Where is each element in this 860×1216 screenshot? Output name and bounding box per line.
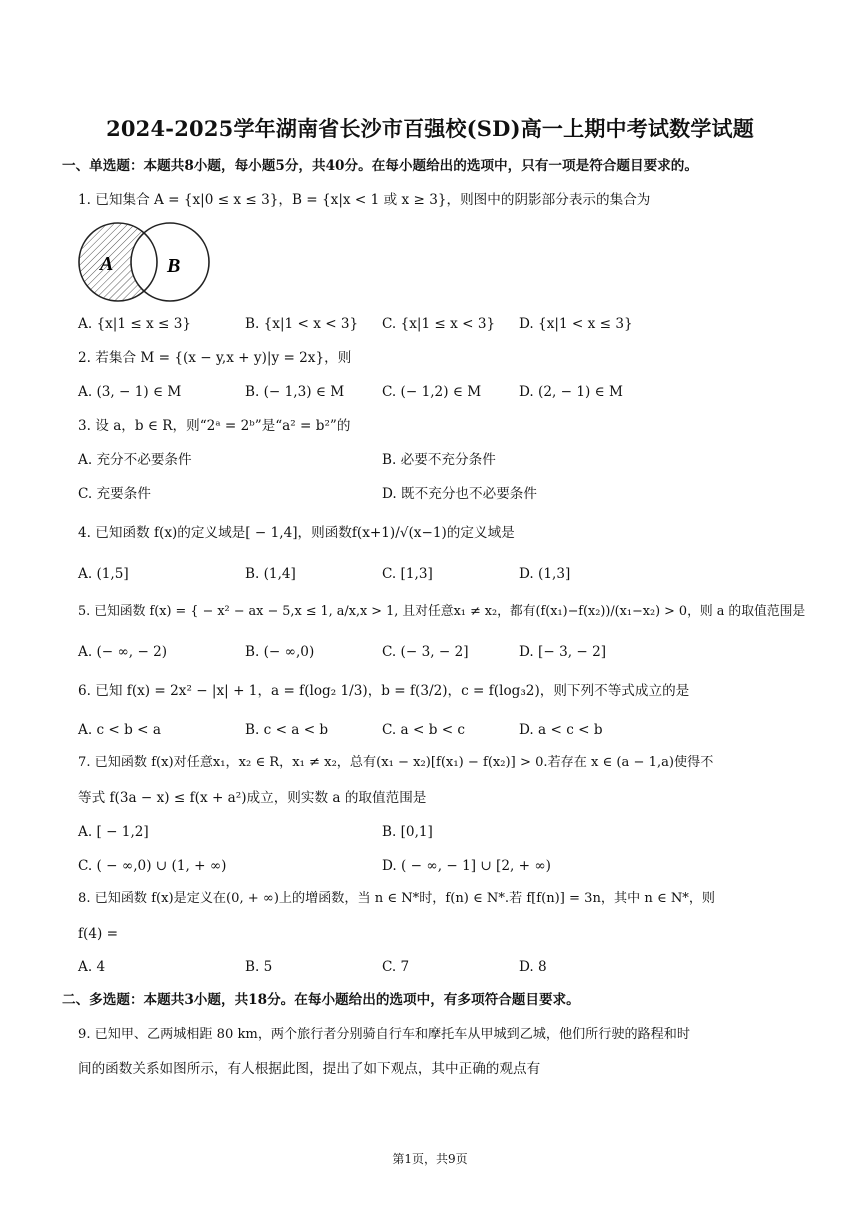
question-3-option-d: D. 既不充分也不必要条件: [382, 486, 537, 502]
question-2-option-c: C. (− 1,2) ∈ M: [382, 384, 482, 400]
question-2-option-a: A. (3, − 1) ∈ M: [78, 384, 182, 400]
question-3-option-b: B. 必要不充分条件: [382, 452, 496, 468]
page-title: 2024-2025学年湖南省长沙市百强校(SD)高一上期中考试数学试题: [106, 116, 754, 141]
shaded-region-a-minus-b: [79, 223, 209, 301]
question-6-option-d: D. a < c < b: [519, 722, 603, 738]
question-5-option-a: A. (− ∞, − 2): [78, 644, 168, 660]
venn-label-a: A: [100, 253, 114, 275]
question-6-option-c: C. a < b < c: [382, 722, 466, 738]
question-5-stem: 5. 已知函数 f(x) = { − x² − ax − 5,x ≤ 1, a/x,x > 1, 且对任意x₁ ≠ x₂，都有(f(x₁)−f(x₂))/(x₁−x₂) > 0，则 a 的取值范围是: [78, 604, 806, 619]
question-1-option-a: A. {x|1 ≤ x ≤ 3}: [78, 316, 192, 332]
question-4-option-d: D. (1,3]: [519, 566, 571, 582]
question-2-option-b: B. (− 1,3) ∈ M: [245, 384, 345, 400]
question-7-stem-line-1: 7. 已知函数 f(x)对任意x₁，x₂ ∈ R，x₁ ≠ x₂，总有(x₁ − x₂)[f(x₁) − f(x₂)] > 0.若存在 x ∈ (a − 1,a)使得不: [78, 755, 714, 770]
question-1-option-d: D. {x|1 < x ≤ 3}: [519, 316, 633, 332]
question-4-option-b: B. (1,4]: [245, 566, 296, 582]
question-7-option-b: B. [0,1]: [382, 824, 433, 840]
question-8-option-c: C. 7: [382, 959, 410, 975]
section-heading-single-choice: 一、单选题：本题共8小题，每小题5分，共40分。在每小题给出的选项中，只有一项是符合题目要求的。: [62, 158, 698, 174]
question-6-option-b: B. c < a < b: [245, 722, 329, 738]
question-7-stem-line-2: 等式 f(3a − x) ≤ f(x + a²)成立，则实数 a 的取值范围是: [78, 790, 427, 806]
page-footer: 第1页，共9页: [392, 1152, 468, 1166]
question-1-stem: 1. 已知集合 A = {x|0 ≤ x ≤ 3}，B = {x|x < 1 或 x ≥ 3}，则图中的阴影部分表示的集合为: [78, 192, 651, 208]
question-1-option-c: C. {x|1 ≤ x < 3}: [382, 316, 496, 332]
question-7-option-a: A. [ − 1,2]: [78, 824, 149, 840]
question-8-stem-line-1: 8. 已知函数 f(x)是定义在(0, + ∞)上的增函数，当 n ∈ N*时，f(n) ∈ N*.若 f[f(n)] = 3n，其中 n ∈ N*，则: [78, 891, 716, 906]
question-6-option-a: A. c < b < a: [78, 722, 161, 738]
question-5-option-d: D. [− 3, − 2]: [519, 644, 607, 660]
question-2-option-d: D. (2, − 1) ∈ M: [519, 384, 623, 400]
question-9-stem-line-1: 9. 已知甲、乙两城相距 80 km，两个旅行者分别骑自行车和摩托车从甲城到乙城，他们所行驶的路程和时: [78, 1027, 690, 1042]
question-8-option-b: B. 5: [245, 959, 273, 975]
question-4-option-c: C. [1,3]: [382, 566, 433, 582]
question-8-option-a: A. 4: [78, 959, 106, 975]
question-7-option-c: C. ( − ∞,0) ∪ (1, + ∞): [78, 858, 227, 874]
question-7-option-d: D. ( − ∞, − 1] ∪ [2, + ∞): [382, 858, 551, 874]
question-3-stem: 3. 设 a，b ∈ R，则“2ᵃ = 2ᵇ”是“a² = b²”的: [78, 418, 351, 434]
question-1-option-b: B. {x|1 < x < 3}: [245, 316, 359, 332]
question-2-stem: 2. 若集合 M = {(x − y,x + y)|y = 2x}，则: [78, 350, 352, 366]
venn-label-b: B: [167, 255, 181, 277]
venn-diagram: [74, 221, 214, 311]
question-6-stem: 6. 已知 f(x) = 2x² − |x| + 1，a = f(log₂ 1/3)，b = f(3/2)，c = f(log₃2)，则下列不等式成立的是: [78, 683, 690, 699]
question-8-option-d: D. 8: [519, 959, 547, 975]
question-5-option-b: B. (− ∞,0): [245, 644, 315, 660]
question-4-option-a: A. (1,5]: [78, 566, 129, 582]
question-9-stem-line-2: 间的函数关系如图所示，有人根据此图，提出了如下观点，其中正确的观点有: [78, 1061, 541, 1077]
section-heading-multiple-choice: 二、多选题：本题共3小题，共18分。在每小题给出的选项中，有多项符合题目要求。: [62, 992, 580, 1008]
question-4-stem: 4. 已知函数 f(x)的定义域是[ − 1,4]，则函数f(x+1)/√(x−1)的定义域是: [78, 525, 515, 541]
question-3-option-a: A. 充分不必要条件: [78, 452, 192, 468]
question-3-option-c: C. 充要条件: [78, 486, 151, 502]
question-5-option-c: C. (− 3, − 2]: [382, 644, 469, 660]
question-8-stem-line-2: f(4) =: [78, 926, 118, 942]
